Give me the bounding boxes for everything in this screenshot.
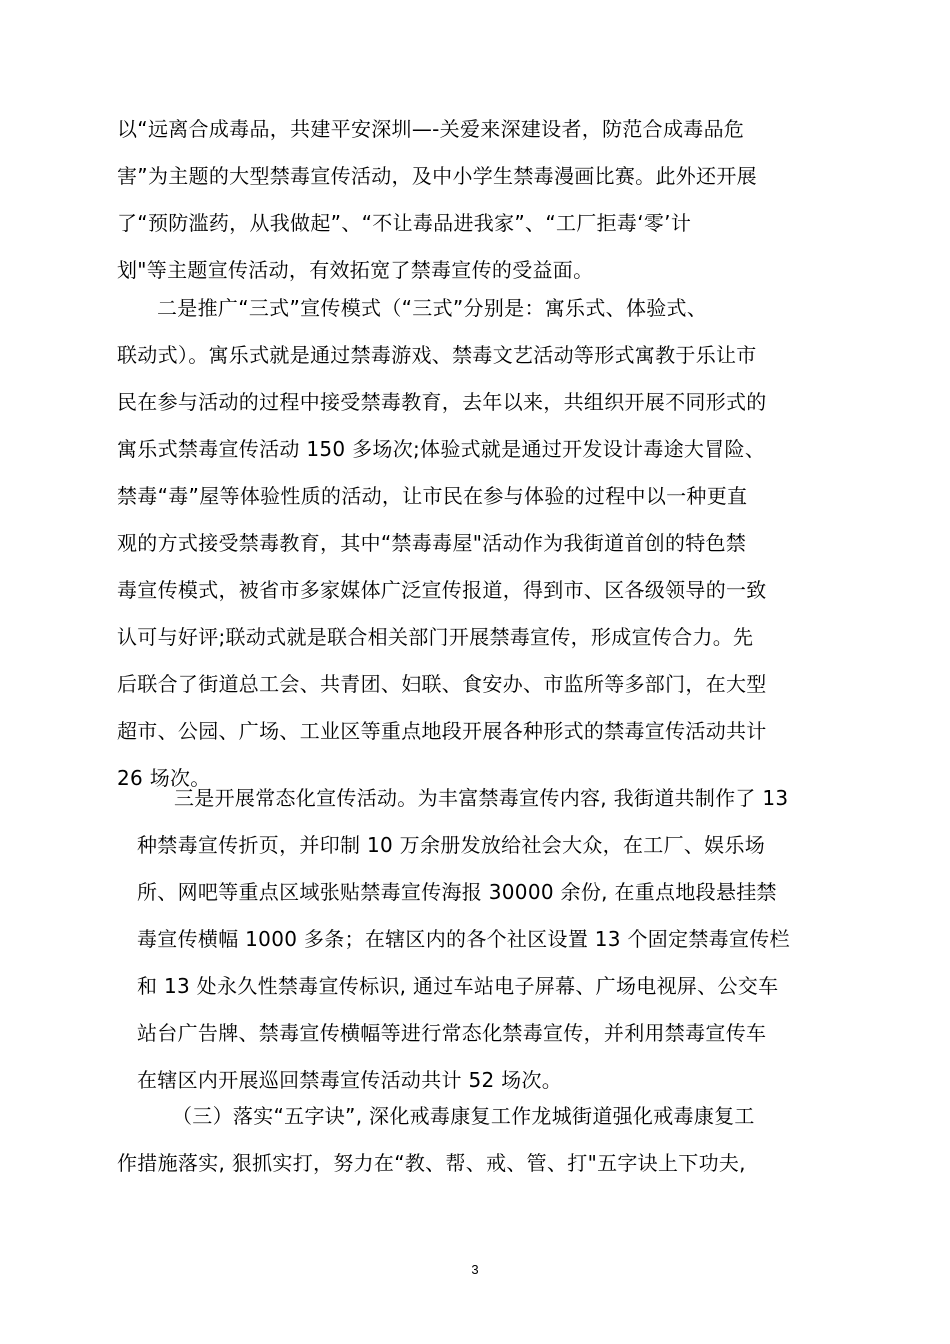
text-line: 了“预防滥药，从我做起”、“不让毒品进我家”、“工厂拒毒‘零’计 xyxy=(117,211,692,235)
text-line: 认可与好评;联动式就是联合相关部门开展禁毒宣传，形成宣传合力。先 xyxy=(117,625,754,649)
text-line: 26 场次。 xyxy=(117,766,211,790)
text-line: 种禁毒宣传折页，并印制 10 万余册发放给社会大众，在工厂、娱乐场 xyxy=(137,833,766,857)
paragraph-1 xyxy=(117,106,757,294)
text-line: 站台广告牌、禁毒宣传横幅等进行常态化禁毒宣传，并利用禁毒宣传车 xyxy=(137,1021,767,1045)
text-line: 三是开展常态化宣传活动。为丰富禁毒宣传内容, 我街道共制作了 13 xyxy=(174,786,789,810)
text-line: 所、网吧等重点区域张贴禁毒宣传海报 30000 余份, 在重点地段悬挂禁 xyxy=(137,880,777,904)
text-line: 在辖区内开展巡回禁毒宣传活动共计 52 场次。 xyxy=(137,1068,563,1092)
text-line: （三）落实“五字诀”, 深化戒毒康复工作龙城街道强化戒毒康复工 xyxy=(172,1104,755,1128)
text-line: 毒宣传横幅 1000 多条；在辖区内的各个社区设置 13 个固定禁毒宣传栏 xyxy=(137,927,790,951)
text-line: 作措施落实, 狠抓实打，努力在“教、帮、戒、管、打"五字诀上下功夫, xyxy=(117,1151,746,1175)
text-line: 以“远离合成毒品，共建平安深圳—-关爱来深建设者，防范合成毒品危 xyxy=(117,117,745,141)
text-line: 观的方式接受禁毒教育，其中“禁毒毒屋"活动作为我街道首创的特色禁 xyxy=(117,531,747,555)
paragraph-3 xyxy=(137,775,790,1104)
text-line: 联动式）。寓乐式就是通过禁毒游戏、禁毒文艺活动等形式寓教于乐让市 xyxy=(117,343,757,367)
text-line: 寓乐式禁毒宣传活动 150 多场次;体验式就是通过开发设计毒途大冒险、 xyxy=(117,437,766,461)
paragraph-4 xyxy=(117,1093,755,1187)
text-line: 毒宣传模式，被省市多家媒体广泛宣传报道，得到市、区各级领导的一致 xyxy=(117,578,767,602)
text-line: 超市、公园、广场、工业区等重点地段开展各种形式的禁毒宣传活动共计 xyxy=(117,719,767,743)
text-line: 禁毒“毒”屋等体验性质的活动，让市民在参与体验的过程中以一种更直 xyxy=(117,484,748,508)
text-line: 害”为主题的大型禁毒宣传活动，及中小学生禁毒漫画比赛。此外还开展 xyxy=(117,164,757,188)
paragraph-2 xyxy=(117,285,767,802)
text-line: 划"等主题宣传活动，有效拓宽了禁毒宣传的受益面。 xyxy=(117,258,594,282)
text-line: 和 13 处永久性禁毒宣传标识, 通过车站电子屏幕、广场电视屏、公交车 xyxy=(137,974,779,998)
page-number: 3 xyxy=(471,1262,479,1277)
text-line: 民在参与活动的过程中接受禁毒教育，去年以来，共组织开展不同形式的 xyxy=(117,390,767,414)
text-line: 后联合了街道总工会、共青团、妇联、食安办、市监所等多部门，在大型 xyxy=(117,672,767,696)
text-line: 二是推广“三式”宣传模式（“三式”分别是：寓乐式、体验式、 xyxy=(157,296,708,320)
